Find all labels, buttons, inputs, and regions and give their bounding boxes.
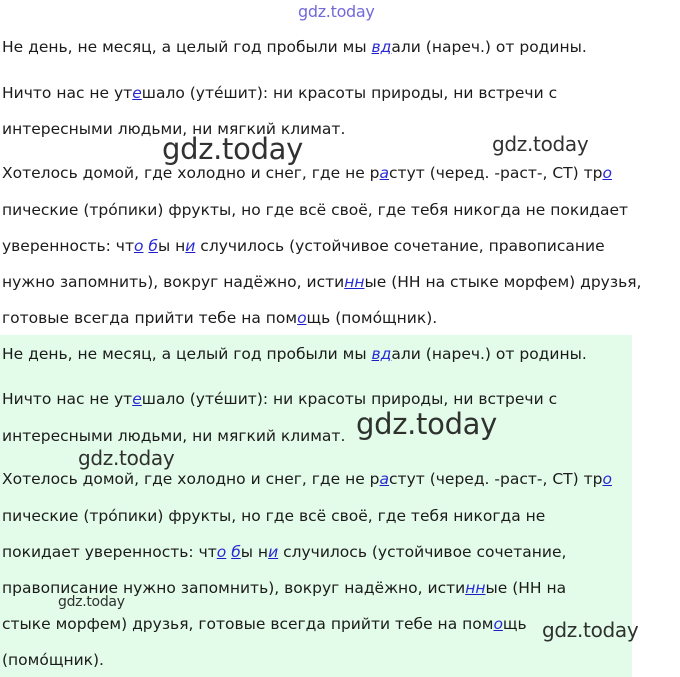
spelling-mark: вд (371, 38, 392, 56)
site-watermark: gdz.today (542, 618, 639, 642)
spelling-mark: а (379, 470, 390, 488)
spelling-mark: б (148, 237, 158, 255)
spelling-mark: а (379, 164, 390, 182)
block1-line-6 (2, 236, 605, 256)
text-segment: Хотелось домой, где холодно и снег, где не р (2, 470, 380, 488)
spelling-mark: о (216, 543, 227, 561)
spelling-mark: вд (371, 345, 392, 363)
site-watermark: gdz.today (58, 594, 125, 610)
text-segment: ые (НН на стыке морфем) друзья, (364, 273, 642, 291)
block2-line-2 (2, 389, 557, 409)
text-segment: Ничто нас не ут (2, 390, 133, 408)
spelling-mark: о (602, 164, 612, 182)
site-watermark: gdz.today (492, 132, 589, 156)
block1-line-1 (2, 37, 587, 57)
site-watermark: gdz.today (356, 407, 498, 441)
spelling-mark: е (132, 84, 142, 102)
block2-line-1 (2, 344, 587, 364)
spelling-mark: о (134, 237, 144, 255)
text-segment: щь (помóщник). (306, 309, 438, 327)
block2-line-4 (2, 469, 612, 489)
block2-line-8 (2, 614, 527, 634)
block2-line-3: интересными людьми, ни мягкий климат. (2, 427, 346, 445)
text-segment: али (нареч.) от родины. (391, 38, 587, 56)
text-segment: случилось (устойчивое сочетание, правописание (195, 237, 605, 255)
spelling-mark: нн (465, 579, 486, 597)
spelling-mark: нн (344, 273, 365, 291)
text-segment: Ничто нас не ут (2, 84, 133, 102)
block2-line-6 (2, 542, 566, 562)
spelling-mark: о (297, 309, 307, 327)
text-segment: уверенность: чт (2, 237, 134, 255)
text-segment: нужно запомнить), вокруг надёжно, исти (2, 273, 345, 291)
text-segment: Хотелось домой, где холодно и снег, где не р (2, 164, 380, 182)
text-segment: щь (502, 615, 527, 633)
text-segment: ы н (240, 543, 269, 561)
spelling-mark: е (132, 390, 142, 408)
spelling-mark: и (268, 543, 279, 561)
text-segment: правописание нужно запомнить), вокруг надёжно, исти (2, 579, 466, 597)
spelling-mark: б (231, 543, 241, 561)
text-segment: Не день, не месяц, а целый год пробыли мы (2, 345, 372, 363)
block1-line-5: пические (трóпики) фрукты, но где всё своё, где тебя никогда не покидает (2, 201, 629, 219)
text-segment: ые (НН на (485, 579, 567, 597)
text-segment: случилось (устойчивое сочетание, (278, 543, 567, 561)
text-segment: стут (черед. -раст-, СТ) тр (389, 164, 603, 182)
block2-line-5: пические (трóпики) фрукты, но где всё своё, где тебя никогда не (2, 507, 546, 525)
text-segment: али (нареч.) от родины. (391, 345, 587, 363)
text-segment: ы н (157, 237, 186, 255)
block1-line-2 (2, 83, 557, 103)
block1-line-8 (2, 308, 437, 328)
block2-line-9: (помóщник). (2, 651, 104, 669)
spelling-mark: о (493, 615, 503, 633)
text-segment: покидает уверенность: чт (2, 543, 217, 561)
text-segment: стыке морфем) друзья, готовые всегда прийти тебе на пом (2, 615, 494, 633)
text-segment: готовые всегда прийти тебе на пом (2, 309, 298, 327)
site-watermark: gdz.today (78, 446, 175, 470)
block1-line-7 (2, 272, 642, 292)
text-segment: шало (утéшит): ни красоты природы, ни встречи с (141, 84, 558, 102)
text-segment: стут (черед. -раст-, СТ) тр (389, 470, 603, 488)
text-segment: шало (утéшит): ни красоты природы, ни встречи с (141, 390, 558, 408)
site-watermark-top: gdz.today (298, 2, 375, 21)
spelling-mark: о (602, 470, 612, 488)
text-segment: Не день, не месяц, а целый год пробыли мы (2, 38, 372, 56)
spelling-mark: и (185, 237, 196, 255)
block1-line-3: интересными людьми, ни мягкий климат. (2, 120, 346, 138)
block1-line-4 (2, 163, 612, 183)
site-watermark: gdz.today (162, 132, 304, 166)
